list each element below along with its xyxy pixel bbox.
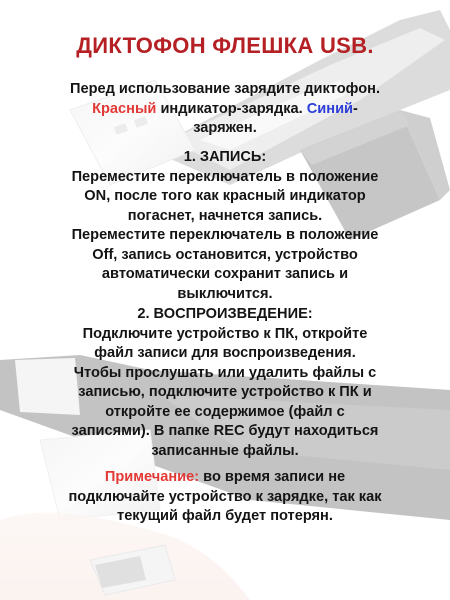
note-line-1: [20, 468, 430, 488]
section-recording-heading: 1. ЗАПИСЬ:: [183, 149, 267, 165]
section-playback-line: записями). В папке REC будут находиться: [71, 423, 379, 439]
section-playback-line: откройте ее содержимое (файл с: [105, 403, 345, 420]
intro-line-2-tail: -: [353, 100, 358, 117]
section-recording-line: Переместите переключатель в положение: [71, 227, 379, 243]
section-recording-line: ON, после того как красный индикатор: [84, 188, 366, 204]
section-playback-line: файл записи для воспроизведения.: [94, 345, 356, 361]
note-paragraph: [20, 468, 430, 527]
section-recording-line: автоматически сохранит запись и: [101, 266, 349, 282]
note-label: Примечание:: [104, 469, 200, 485]
section-recording-line: погаснет, начнется запись.: [127, 207, 323, 224]
note-line: подключайте устройство к зарядке, так как: [68, 488, 382, 505]
section-playback-line: записью, подключите устройство к ПК и: [78, 384, 372, 400]
note-line-1-text: во время записи не: [199, 469, 346, 485]
note-line: текущий файл будет потерян.: [117, 508, 333, 524]
intro-line-1: Перед использование зарядите диктофон.: [69, 81, 381, 97]
section-playback-heading: 2. ВОСПРОИЗВЕДЕНИЕ:: [137, 306, 313, 322]
section-recording-line: выключится.: [177, 285, 273, 302]
intro-paragraph: [20, 80, 430, 139]
intro-line-2-text: индикатор-зарядка.: [156, 100, 307, 117]
page-title: ДИКТОФОН ФЛЕШКА USB.: [76, 33, 374, 58]
section-playback-line: записанные файлы.: [151, 442, 299, 459]
intro-line-2: [20, 100, 430, 120]
blue-indicator-word: Синий: [306, 100, 354, 117]
section-playback-line: Чтобы прослушать или удалить файлы с: [73, 364, 377, 381]
section-playback: [20, 305, 430, 461]
section-playback-line: Подключите устройство к ПК, откройте: [82, 325, 368, 342]
red-indicator-word: Красный: [92, 100, 157, 117]
section-recording-line: Переместите переключатель в положение: [71, 168, 379, 185]
section-recording: [20, 148, 430, 304]
intro-line-3: заряжен.: [193, 120, 257, 136]
section-recording-line: Off, запись остановится, устройство: [92, 246, 358, 263]
